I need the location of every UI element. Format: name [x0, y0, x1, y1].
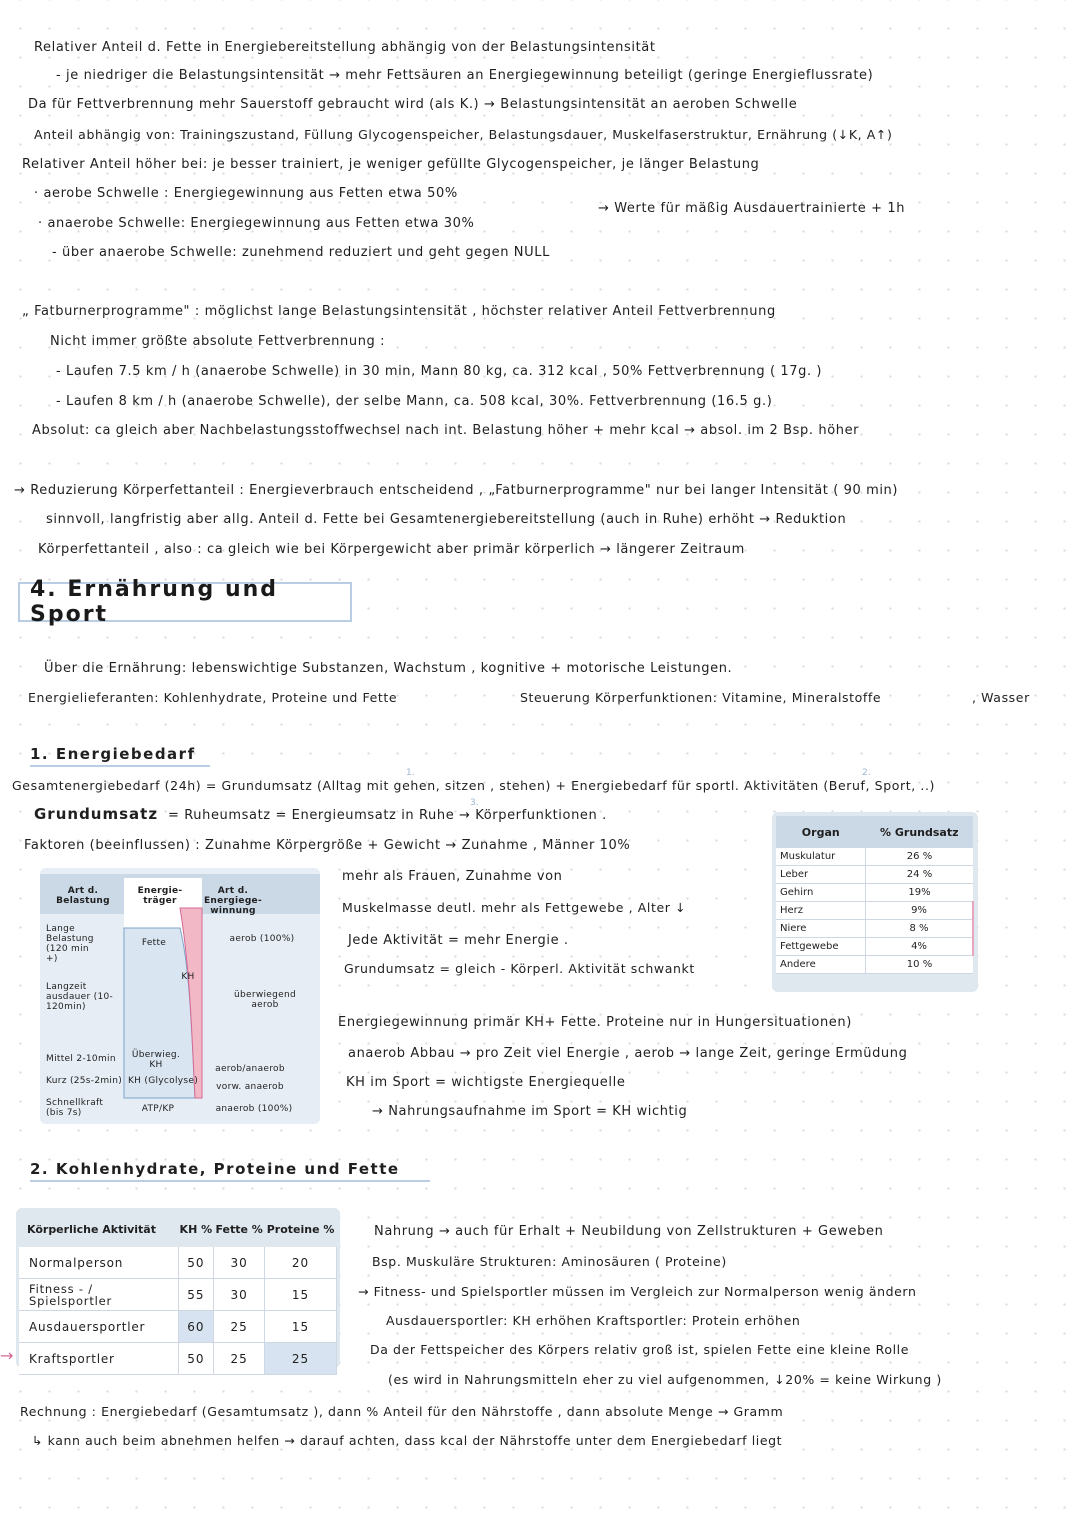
gewinnung-label: aerob/anaerob [215, 1064, 285, 1074]
text-line: Gesamtenergiebedarf (24h) = Grundumsatz (Alltag mit gehen, sitzen , stehen) + Energiebedarf für sportl. Aktivitäten (Beruf, Sport, ..) [12, 778, 935, 793]
subheading-energiebedarf: 1. Energiebedarf [30, 745, 196, 763]
text-line: → Fitness- und Spielsportler müssen im Vergleich zur Normalperson wenig ändern [358, 1284, 917, 1299]
kh-cell: 50 [178, 1247, 214, 1279]
table-row [19, 1279, 337, 1311]
text-line: anaerob Abbau → pro Zeit viel Energie , aerob → lange Zeit, geringe Ermüdung [348, 1046, 908, 1061]
text-line: Grundumsatz = gleich - Körperl. Aktivität schwankt [344, 961, 695, 976]
text-line: · anaerobe Schwelle: Energiegewinnung aus Fetten etwa 30% [38, 216, 475, 231]
percent-cell: 10 % [866, 956, 973, 974]
text-line: Bsp. Muskuläre Strukturen: Aminosäuren ( Proteine) [372, 1254, 727, 1269]
fette-cell: 30 [214, 1247, 265, 1279]
text-line: mehr als Frauen, Zunahme von [342, 869, 563, 884]
fette-header: Fette % [215, 1222, 263, 1236]
belastung-label: Kurz (25s-2min) [46, 1076, 123, 1086]
table-row [19, 1247, 337, 1279]
text-line: Nahrung → auch für Erhalt + Neubildung von Zellstrukturen + Geweben [374, 1224, 884, 1239]
text-line: · aerobe Schwelle : Energiegewinnung aus Fetten etwa 50% [34, 186, 458, 201]
organ-cell: Andere [776, 956, 866, 974]
belastung-label: Langzeit ausdauer (10-120min) [46, 982, 114, 1012]
proteine-cell: 15 [265, 1311, 337, 1343]
activity-cell: Kraftsportler [19, 1343, 178, 1375]
percent-header: % Grundsatz [866, 816, 973, 848]
proteine-cell: 25 [265, 1343, 337, 1375]
text-line: Anteil abhängig von: Trainingszustand, Füllung Glycogenspeicher, Belastungsdauer, Muskelfaserstruktur, Ernährung (↓K, A↑) [34, 127, 893, 142]
text-line: KH im Sport = wichtigste Energiequelle [346, 1075, 626, 1090]
energy-source-chart [40, 868, 320, 1124]
heading-underline [30, 1180, 430, 1182]
text-line: Da der Fettspeicher des Körpers relativ groß ist, spielen Fette eine kleine Rolle [370, 1342, 910, 1357]
traeger-label: KH [181, 972, 195, 982]
fat-area [124, 928, 195, 1098]
gewinnung-label: vorw. anaerob [216, 1082, 284, 1092]
chart-col-header: Art d. Belastung [56, 886, 110, 906]
text-line: Energielieferanten: Kohlenhydrate, Proteine und Fette [28, 690, 398, 705]
gewinnung-label: aerob (100%) [229, 934, 295, 944]
text-line: Rechnung : Energiebedarf (Gesamtumsatz ), dann % Anteil für den Nährstoffe , dann absolute Menge → Gramm [20, 1404, 784, 1419]
percent-cell: 4% [866, 938, 973, 956]
text-line: Jede Aktivität = mehr Energie . [348, 933, 569, 948]
traeger-label: ATP/KP [141, 1104, 175, 1114]
text-line: → Werte für mäßig Ausdauertrainierte + 1h [598, 201, 906, 216]
traeger-label: Überwieg. KH [131, 1050, 181, 1070]
organ-cell: Leber [776, 866, 866, 884]
kh-cell: 50 [178, 1343, 214, 1375]
heading-underline [30, 765, 210, 767]
organ-cell: Gehirn [776, 884, 866, 902]
activity-cell: Normalperson [19, 1247, 178, 1279]
text-line: Absolut: ca gleich aber Nachbelastungsstoffwechsel nach int. Belastung höher + mehr kcal → absol. im 2 Bsp. höher [32, 423, 860, 438]
kh-header: KH % [179, 1222, 213, 1236]
activity-header: Körperliche Aktivität [27, 1222, 156, 1236]
annotation-number: 3. [470, 798, 479, 808]
kh-cell: 55 [178, 1279, 214, 1311]
percent-cell: 26 % [866, 848, 973, 866]
text-line: Ausdauersportler: KH erhöhen Kraftsportler: Protein erhöhen [386, 1313, 801, 1328]
fette-cell: 30 [214, 1279, 265, 1311]
proteine-cell: 15 [265, 1279, 337, 1311]
text-line: = Ruheumsatz = Energieumsatz in Ruhe → Körperfunktionen . [168, 808, 607, 823]
chart-col-header: Energie- träger [137, 886, 183, 906]
fette-cell: 25 [214, 1311, 265, 1343]
organ-cell: Niere [776, 920, 866, 938]
belastung-label: Mittel 2-10min [46, 1054, 116, 1064]
text-line: - Laufen 8 km / h (anaerobe Schwelle), der selbe Mann, ca. 508 kcal, 30%. Fettverbrennung (16.5 g.) [56, 394, 773, 409]
organ-cell: Muskulatur [776, 848, 866, 866]
text-line: sinnvoll, langfristig aber allg. Anteil d. Fette bei Gesamtenergiebereitstellung (auch in Ruhe) erhöht → Reduktion [46, 512, 847, 527]
text-line: Nicht immer größte absolute Fettverbrennung : [50, 334, 386, 349]
subheading-naehrstoffe: 2. Kohlenhydrate, Proteine und Fette [30, 1160, 400, 1178]
text-line: - Laufen 7.5 km / h (anaerobe Schwelle) in 30 min, Mann 80 kg, ca. 312 kcal , 50% Fettverbrennung ( 17g. ) [56, 364, 823, 379]
organ-header: Organ [776, 816, 866, 848]
nutrient-table [16, 1208, 340, 1368]
text-line: Relativer Anteil höher bei: je besser trainiert, je weniger gefüllte Glycogenspeicher, je länger Belastung [22, 157, 760, 172]
text-line: (es wird in Nahrungsmitteln eher zu viel aufgenommen, ↓20% = keine Wirkung ) [388, 1372, 942, 1387]
annotation-number: 2. [862, 768, 871, 778]
organ-cell: Herz [776, 902, 866, 920]
text-line: → Reduzierung Körperfettanteil : Energieverbrauch entscheidend , „Fatburnerprogramme" nur bei langer Intensität ( 90 min) [14, 483, 899, 498]
gewinnung-label: überwiegend aerob [233, 990, 297, 1010]
proteine-header: Proteine % [266, 1222, 335, 1236]
table-row [19, 1311, 337, 1343]
percent-cell: 9% [866, 902, 973, 920]
text-line: Über die Ernährung: lebenswichtige Substanzen, Wachstum , kognitive + motorische Leistungen. [44, 661, 733, 676]
term-grundumsatz: Grundumsatz [34, 805, 159, 823]
pink-arrow-icon: → [0, 1346, 14, 1365]
traeger-label: Fette [141, 938, 167, 948]
text-line: Relativer Anteil d. Fette in Energiebereitstellung abhängig von der Belastungsintensität [34, 40, 656, 55]
text-line: ↳ kann auch beim abnehmen helfen → darauf achten, dass kcal der Nährstoffe unter dem Energiebedarf liegt [32, 1433, 783, 1448]
chart-col-header: Art d. Energiege- winnung [203, 886, 262, 916]
traeger-label: KH (Glycolyse) [127, 1076, 199, 1086]
text-line: → Nahrungsaufnahme im Sport = KH wichtig [372, 1104, 688, 1119]
gewinnung-label: anaerob (100%) [215, 1104, 293, 1114]
kh-cell: 60 [178, 1311, 214, 1343]
section-heading: 4. Ernährung und Sport [18, 582, 352, 622]
text-line: - je niedriger die Belastungsintensität → mehr Fettsäuren an Energiegewinnung beteiligt (geringe Energieflussrate) [56, 68, 874, 83]
text-line: Steuerung Körperfunktionen: Vitamine, Mineralstoffe [520, 690, 882, 705]
text-line: - über anaerobe Schwelle: zunehmend reduziert und geht gegen NULL [52, 245, 550, 260]
text-line: Energiegewinnung primär KH+ Fette. Proteine nur in Hungersituationen) [338, 1015, 852, 1030]
text-line: Da für Fettverbrennung mehr Sauerstoff gebraucht wird (als K.) → Belastungsintensität an aeroben Schwelle [28, 97, 798, 112]
text-line: Körperfettanteil , also : ca gleich wie bei Körpergewicht aber primär körperlich → längerer Zeitraum [38, 542, 745, 557]
activity-cell: Ausdauersportler [19, 1311, 178, 1343]
text-line: Faktoren (beeinflussen) : Zunahme Körpergröße + Gewicht → Zunahme , Männer 10% [24, 838, 631, 853]
annotation-number: 1. [406, 768, 415, 778]
organ-cell: Fettgewebe [776, 938, 866, 956]
activity-cell: Fitness - / Spielsportler [19, 1279, 178, 1311]
percent-cell: 24 % [866, 866, 973, 884]
proteine-cell: 20 [265, 1247, 337, 1279]
percent-cell: 19% [866, 884, 973, 902]
belastung-label: Lange Belastung (120 min +) [46, 924, 94, 964]
text-line: „ Fatburnerprogramme" : möglichst lange Belastungsintensität , höchster relativer Anteil Fettverbrennung [22, 304, 776, 319]
text-line: Muskelmasse deutl. mehr als Fettgewebe , Alter ↓ [342, 900, 687, 915]
organ-table [772, 812, 978, 992]
text-line: , Wasser [972, 690, 1030, 705]
percent-cell: 8 % [866, 920, 973, 938]
table-row [19, 1343, 337, 1375]
belastung-label: Schnellkraft (bis 7s) [46, 1098, 104, 1118]
fette-cell: 25 [214, 1343, 265, 1375]
